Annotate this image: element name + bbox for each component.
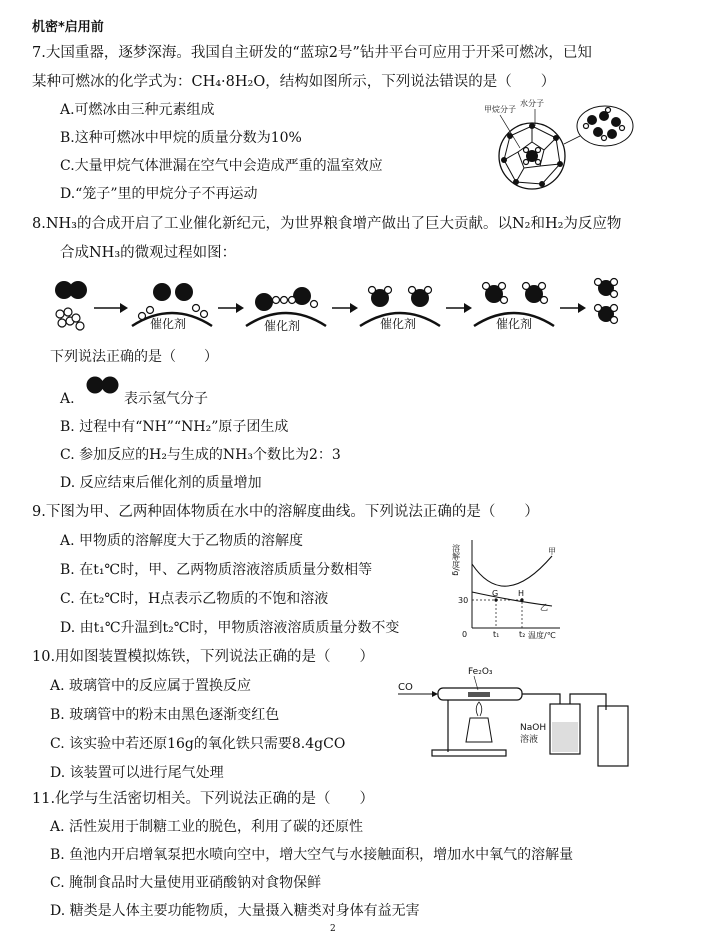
point-h [520, 598, 523, 601]
chart-xlabel: 温度/℃ [528, 631, 556, 640]
q7-option-a: A.可燃冰由三种元素组成 [60, 102, 215, 118]
ammonia-molecules-icon [595, 279, 618, 324]
arrow-icon-3 [332, 303, 358, 313]
point-g [494, 598, 497, 601]
methane-clathrate-figure [480, 98, 650, 198]
page-number: 2 [330, 924, 336, 934]
q7-option-b: B.这种可燃冰中甲烷的质量分数为10% [60, 130, 302, 146]
origin-label: 0 [462, 630, 468, 639]
catalyst-label-4: 催化剂 [496, 317, 533, 331]
q10-option-b: B. 玻璃管中的粉末由黑色逐渐变红色 [50, 707, 280, 723]
catalyst-stage-2 [246, 287, 326, 333]
water-molecules-icon [584, 108, 625, 141]
q7-stem-line1: 7.大国重器，逐梦深海。我国自主研发的“蓝琼2号”钻井平台可应用于开采可燃冰，已知 [32, 45, 592, 61]
q8-option-a-prefix: A. [60, 391, 75, 407]
q11-option-d: D. 糖类是人体主要功能物质，大量摄入糖类对身体有益无害 [50, 903, 420, 919]
arrow-icon-5 [560, 303, 586, 313]
catalyst-label-2: 催化剂 [264, 319, 301, 333]
arrow-icon-4 [446, 303, 472, 313]
co-label: CO [398, 682, 413, 693]
q8-option-d: D. 反应结束后催化剂的质量增加 [60, 475, 262, 491]
fe2o3-powder [468, 692, 490, 697]
cage-icon [499, 123, 565, 189]
q11-option-c: C. 腌制食品时大量使用亚硝酸钠对食物保鲜 [50, 875, 322, 891]
q9-option-c: C. 在t₂℃时，H点表示乙物质的不饱和溶液 [60, 591, 329, 607]
catalyst-stage-1 [132, 283, 212, 331]
q8-option-a-text: 表示氢气分子 [124, 391, 208, 407]
connecting-tube [522, 694, 560, 704]
naoh-solution-label: 溶液 [520, 735, 539, 745]
y-tick-30: 30 [458, 596, 469, 605]
iron-smelting-apparatus [392, 660, 642, 772]
fe2o3-label: Fe₂O₃ [468, 667, 493, 677]
point-g-label: G [492, 589, 499, 598]
naoh-label: NaOH [520, 723, 547, 733]
q9-option-d: D. 由t₁℃升温到t₂℃时，甲物质溶液溶质质量分数不变 [60, 620, 400, 636]
q8-stem-line2: 合成NH₃的微观过程如图： [60, 245, 237, 261]
series-jia-label: 甲 [548, 547, 556, 556]
hydrogen-pair-icon [86, 376, 120, 396]
q10-stem: 10.用如图装置模拟炼铁，下列说法正确的是（ ） [32, 649, 375, 665]
catalyst-label-3: 催化剂 [380, 317, 417, 331]
beaker [598, 706, 628, 766]
series-yi-label: 乙 [540, 603, 548, 612]
q10-option-d: D. 该装置可以进行尾气处理 [50, 765, 224, 781]
q9-option-a: A. 甲物质的溶解度大于乙物质的溶解度 [60, 533, 304, 549]
q9-stem: 9.下图为甲、乙两种固体物质在水中的溶解度曲线。下列说法正确的是（ ） [32, 504, 539, 520]
chart-ylabel: 溶解度/g [451, 544, 461, 576]
q7-stem-line2: 某种可燃冰的化学式为：CH₄·8H₂O，结构如图所示，下列说法错误的是（ ） [32, 74, 556, 90]
q11-stem: 11.化学与生活密切相关。下列说法正确的是（ ） [32, 791, 375, 807]
catalyst-stage-4 [474, 283, 554, 332]
solubility-chart [448, 534, 578, 642]
alcohol-lamp [466, 718, 492, 742]
catalyst-label-1: 催化剂 [150, 317, 187, 331]
q10-option-c: C. 该实验中若还原16g的氧化铁只需要8.4gCO [50, 736, 346, 752]
q9-option-b: B. 在t₁℃时，甲、乙两物质溶液溶质质量分数相等 [60, 562, 373, 578]
methane-molecule-label: 甲烷分子 [484, 105, 516, 114]
q8-option-c: C. 参加反应的H₂与生成的NH₃个数比为2：3 [60, 447, 341, 463]
catalyst-stage-3 [360, 287, 440, 332]
x-tick-t1: t₁ [493, 630, 500, 639]
point-h-label: H [518, 589, 525, 598]
q7-option-d: D.“笼子”里的甲烷分子不再运动 [60, 186, 258, 202]
arrow-icon-1 [94, 303, 128, 313]
x-tick-t2: t₂ [519, 630, 526, 639]
q11-option-b: B. 鱼池内开启增氧泵把水喷向空中，增大空气与水接触面积，增加水中氧气的溶解量 [50, 847, 574, 863]
series-jia-line [472, 556, 552, 586]
q7-option-c: C.大量甲烷气体泄漏在空气中会造成严重的温室效应 [60, 158, 383, 174]
arrow-icon-2 [218, 303, 244, 313]
q8-prompt: 下列说法正确的是（ ） [50, 349, 218, 365]
water-molecule-label: 水分子 [520, 99, 544, 108]
ammonia-synthesis-process [50, 278, 650, 338]
q8-option-b: B. 过程中有“NH”“NH₂”原子团生成 [60, 419, 289, 435]
q11-option-a: A. 活性炭用于制糖工业的脱色，利用了碳的还原性 [50, 819, 364, 835]
reactants-icon [55, 281, 87, 330]
q10-option-a: A. 玻璃管中的反应属于置换反应 [50, 678, 252, 694]
q8-stem-line1: 8.NH₃的合成开启了工业催化新纪元，为世界粮食增产做出了巨大贡献。以N₂和H₂为反应物 [32, 216, 622, 232]
page-header: 机密*启用前 [32, 20, 104, 35]
